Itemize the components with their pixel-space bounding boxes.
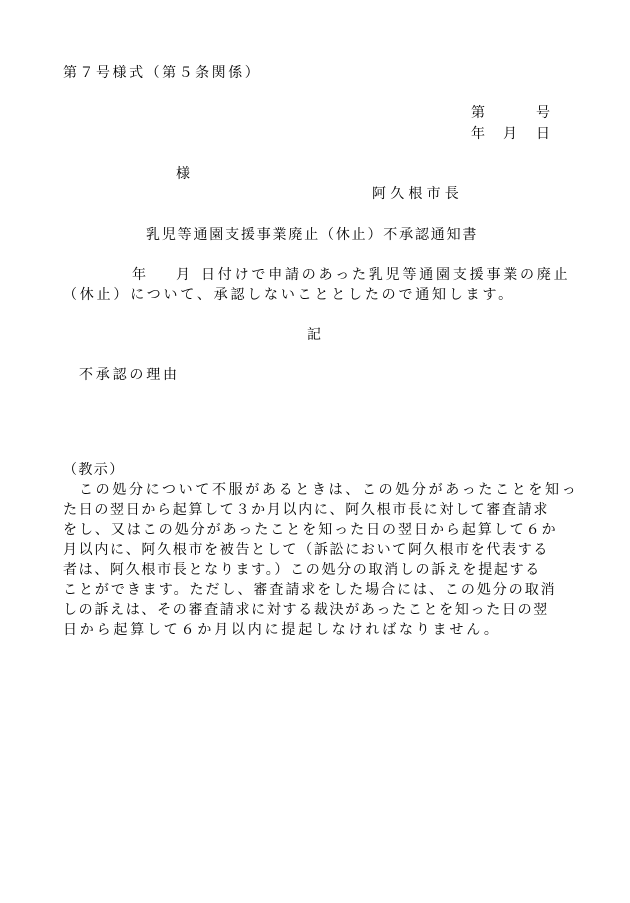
notice-line: 者は、阿久根市長となります。）この処分の取消しの訴えを提起する [63,562,541,578]
reason-label: 不承認の理由 [79,367,180,383]
document-title: 乳児等通園支援事業廃止（休止）不承認通知書 [146,227,479,243]
body-line-1: 日付けで申請のあった乳児等通園支援事業の廃止 [201,267,571,283]
notice-line: この処分について不服があるときは、この処分があったことを知っ [79,482,579,498]
notice-line: た日の翌日から起算して３か月以内に、阿久根市長に対して審査請求 [63,502,550,518]
notice-line: 日から起算して６か月以内に提起しなければなりません。 [63,622,501,638]
body-year-label: 年 [132,267,146,283]
issuer-name: 阿久根市長 [372,186,463,202]
notice-line: 月以内に、阿久根市を被告として（訴訟において阿久根市を代表する [63,542,550,558]
form-number: 第７号様式（第５条関係） [63,65,262,81]
date-month-label: 月 [503,126,517,142]
notice-line: ことができます。ただし、審査請求をした場合には、この処分の取消 [63,582,557,598]
notice-line: をし、又はこの処分があったことを知った日の翌日から起算して６か [63,522,558,538]
notice-line: しの訴えは、その審査請求に対する裁決があったことを知った日の翌 [63,602,549,618]
date-day-label: 日 [536,126,550,142]
body-line-2: （休止）について、承認しないこととしたので通知します。 [63,287,515,303]
notice-heading: （教示） [63,462,125,478]
document-number-prefix: 第 [471,105,485,121]
addressee-honorific: 様 [176,166,190,182]
date-year-label: 年 [471,126,485,142]
document-number-suffix: 号 [536,105,550,121]
ki-heading: 記 [307,327,321,343]
body-month-label: 月 [176,267,190,283]
